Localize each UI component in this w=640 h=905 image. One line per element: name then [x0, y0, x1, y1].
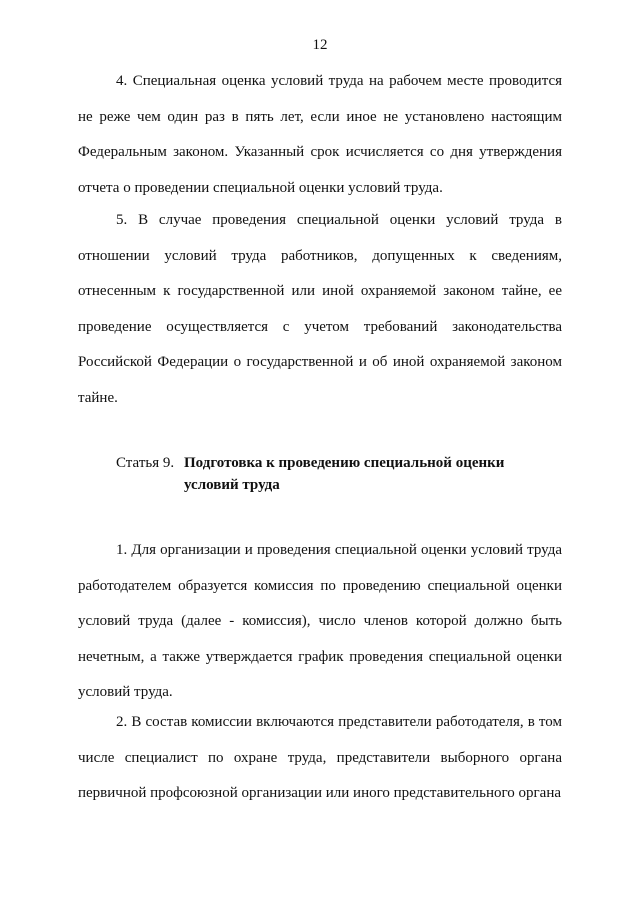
paragraph-5: 5. В случае проведения специальной оценки условий труда в отношении условий труда работников, допущенных к сведениям, отнесенным к государственной или иной охраняемой законом тайне, ее проведение осуществляется с учетом требований законодательства Российской Федерации о государственной и об иной охраняемой законом тайне. — [78, 212, 562, 406]
article-title: Подготовка к проведению специальной оценки условий труда — [184, 455, 505, 493]
article-9-paragraph-2: 2. В состав комиссии включаются представители работодателя, в том числе специалист по охране труда, представители выборного органа первичной профсоюзной организации или иного представительного органа — [78, 714, 562, 801]
article-label: Статья 9. — [116, 455, 175, 471]
paragraph-4: 4. Специальная оценка условий труда на рабочем месте проводится не реже чем один раз в пять лет, если иное не установлено настоящим Федеральным законом. Указанный срок исчисляется со дня утверждения отчета о проведении специальной оценки условий труда. — [78, 73, 562, 196]
article-heading — [116, 452, 556, 496]
page-number: 12 — [312, 37, 328, 53]
article-9-paragraph-1: 1. Для организации и проведения специальной оценки условий труда работодателем образуется комиссия по проведению специальной оценки условий труда (далее - комиссия), число членов которой должно быть нечетным, а также утверждается график проведения специальной оценки условий труда. — [78, 542, 562, 700]
